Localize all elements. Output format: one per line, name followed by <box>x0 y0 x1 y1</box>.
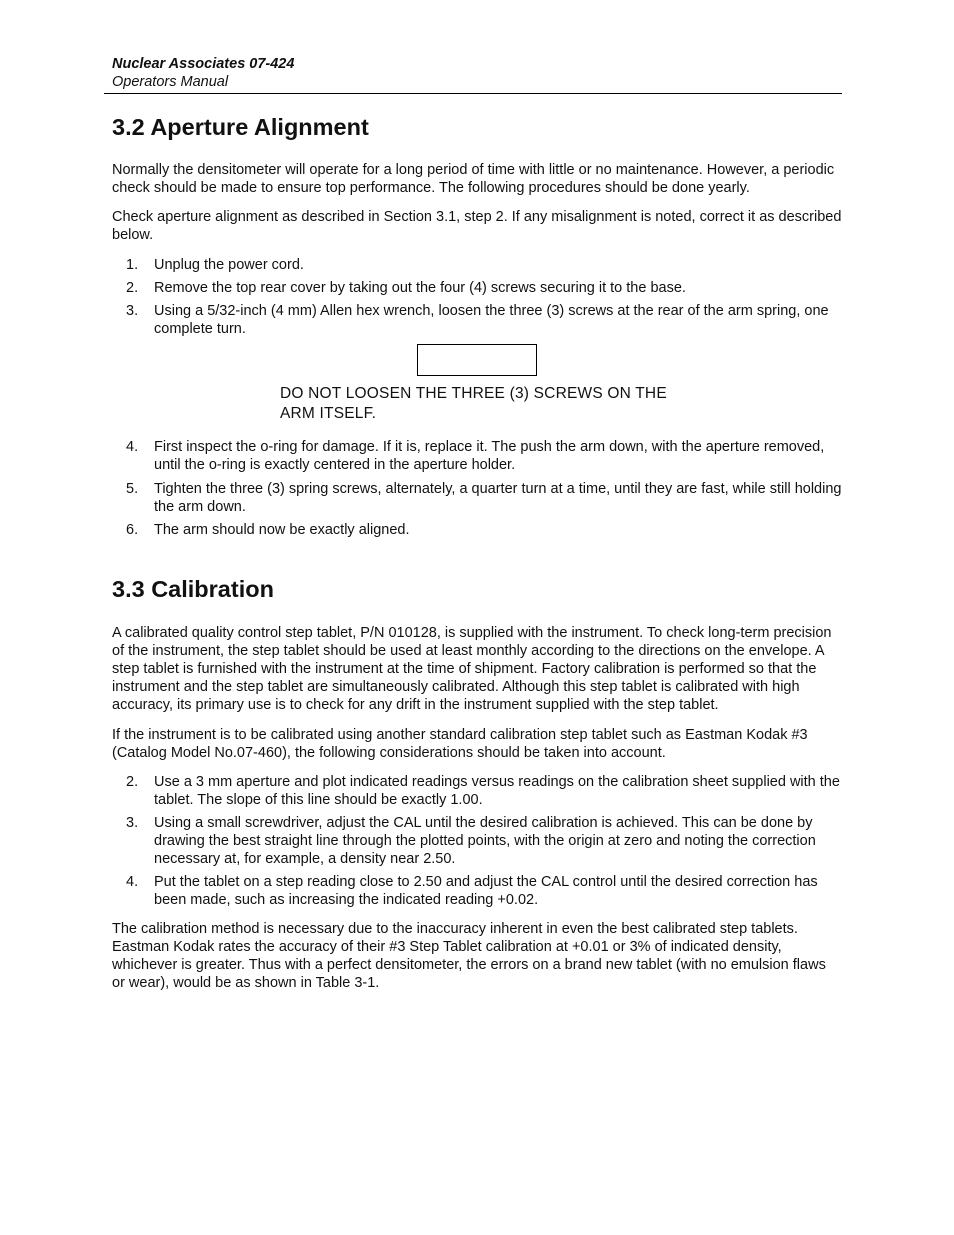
step-text: Put the tablet on a step reading close to 2.50 and adjust the CAL control until the desired correction has been made, such as increasing the indicated reading +0.02. <box>154 874 818 908</box>
caution-label-box <box>417 344 537 376</box>
section-title-aperture-alignment: 3.2 Aperture Alignment <box>112 114 369 140</box>
list-item <box>112 480 842 516</box>
list-item <box>112 814 842 868</box>
step-text: Tighten the three (3) spring screws, alternately, a quarter turn at a time, until they are fast, while still holding the arm down. <box>154 481 842 515</box>
caution-block <box>112 338 842 438</box>
calibration-alternative-paragraph: If the instrument is to be calibrated using another standard calibration step tablet such as Eastman Kodak #3 (Catalog Model No.07-460), the following considerations should be taken into account. <box>112 727 808 761</box>
caution-text: DO NOT LOOSEN THE THREE (3) SCREWS ON THE ARM ITSELF. <box>280 385 667 422</box>
alignment-steps-list-b <box>112 438 842 539</box>
running-header <box>112 55 842 91</box>
step-number: 3. <box>126 303 139 319</box>
step-number: 6. <box>126 522 139 538</box>
list-item <box>112 773 842 809</box>
list-item <box>112 256 842 274</box>
step-text: Using a small screwdriver, adjust the CAL until the desired calibration is achieved. This can be done by drawing the best straight line through the plotted points, with the origin at zero and noting the correction necessary at, for example, a density near 2.50. <box>154 815 816 867</box>
header-product-name: Nuclear Associates 07-424 <box>112 56 295 72</box>
list-item <box>112 521 842 539</box>
list-item <box>112 302 842 338</box>
step-number: 4. <box>126 874 139 890</box>
step-text: Using a 5/32-inch (4 mm) Allen hex wrench, loosen the three (3) screws at the rear of the arm spring, one complete turn. <box>154 303 829 337</box>
alignment-intro-paragraph: Normally the densitometer will operate for a long period of time with little or no maintenance. However, a periodic check should be made to ensure top performance. The following procedures should be done yearly. <box>112 162 835 196</box>
header-manual-name: Operators Manual <box>112 74 229 90</box>
step-text: Remove the top rear cover by taking out the four (4) screws securing it to the base. <box>154 280 686 296</box>
calibration-intro-paragraph: A calibrated quality control step tablet, P/N 010128, is supplied with the instrument. To check long-term precision of the instrument, the step tablet should be used at least monthly according to the directions on the envelope. A step tablet is furnished with the instrument at the time of shipment. Factory calibration is performed so that the instrument and the step tablet are simultaneously calibrated. Although this step tablet is calibrated with high accuracy, its primary use is to check for any drift in the instrument supplied with the step tablet. <box>112 625 832 713</box>
step-text: Unplug the power cord. <box>154 257 304 273</box>
alignment-check-paragraph: Check aperture alignment as described in Section 3.1, step 2. If any misalignment is noted, correct it as described below. <box>112 209 842 243</box>
step-number: 2. <box>126 774 139 790</box>
step-text: Use a 3 mm aperture and plot indicated readings versus readings on the calibration sheet supplied with the tablet. The slope of this line should be exactly 1.00. <box>154 774 840 808</box>
step-text: The arm should now be exactly aligned. <box>154 522 410 538</box>
list-item <box>112 279 842 297</box>
step-number: 1. <box>126 257 139 273</box>
document-page <box>112 55 842 992</box>
list-item <box>112 438 842 474</box>
step-number: 2. <box>126 280 139 296</box>
alignment-steps-list-a <box>112 256 842 338</box>
list-item <box>112 873 842 909</box>
step-text: First inspect the o-ring for damage. If it is, replace it. The push the arm down, with the aperture removed, until the o-ring is exactly centered in the aperture holder. <box>154 439 825 473</box>
calibration-accuracy-paragraph: The calibration method is necessary due to the inaccuracy inherent in even the best calibrated step tablets. Eastman Kodak rates the accuracy of their #3 Step Tablet calibration at +0.01 or 3% of indicated density, whichever is greater. Thus with a perfect densitometer, the errors on a brand new tablet (with no emulsion flaws or wear), would be as shown in Table 3-1. <box>112 921 826 991</box>
section-title-calibration: 3.3 Calibration <box>112 576 274 602</box>
step-number: 5. <box>126 481 139 497</box>
calibration-steps-list <box>112 773 842 909</box>
step-number: 4. <box>126 439 139 455</box>
step-number: 3. <box>126 815 139 831</box>
